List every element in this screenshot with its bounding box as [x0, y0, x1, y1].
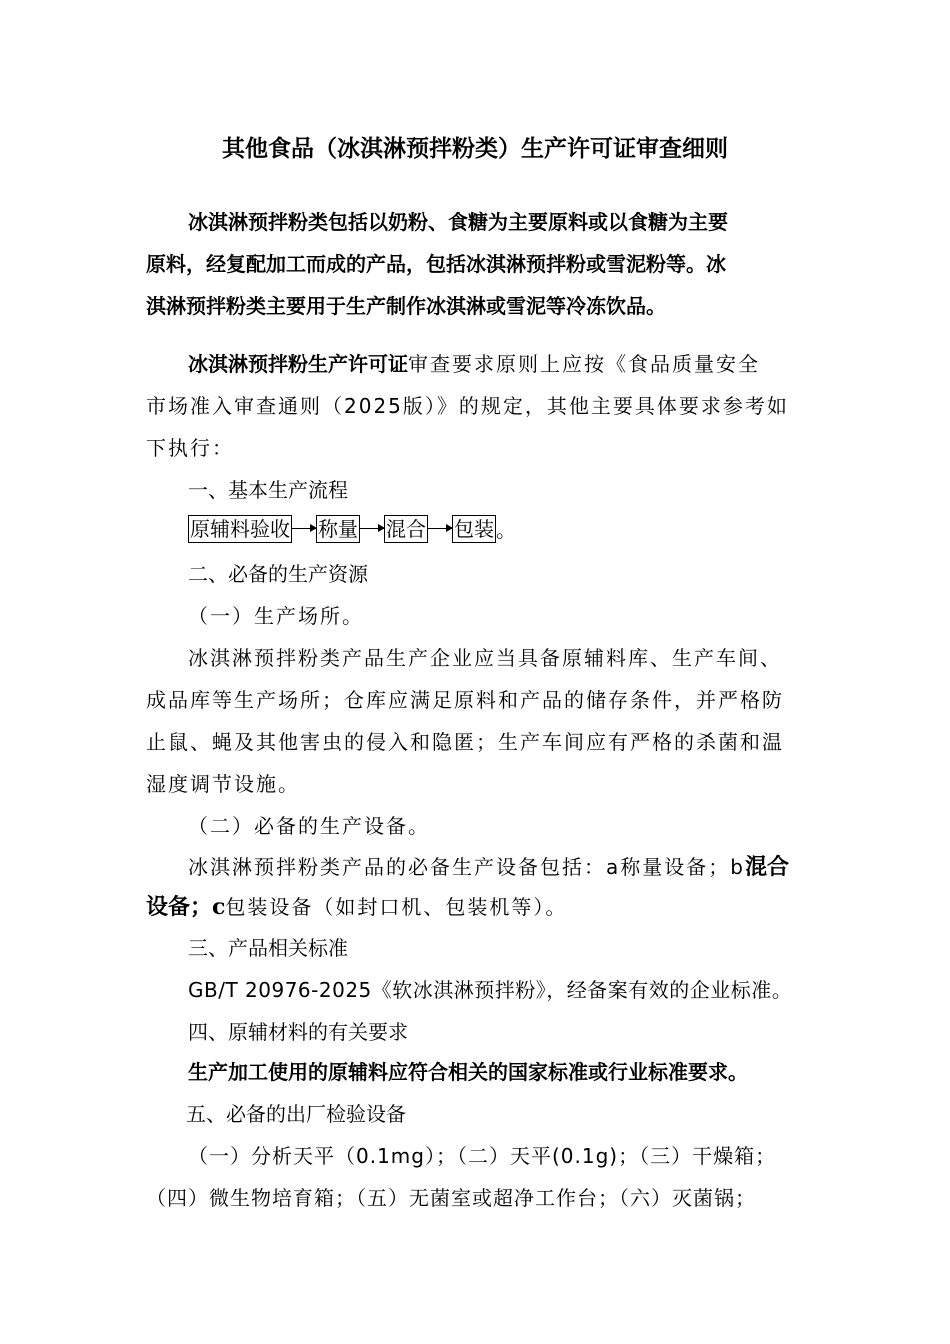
section-4-text: 生产加工使用的原辅料应符合相关的国家标准或行业标准要求。 — [188, 1060, 748, 1084]
arrow-right-icon — [292, 528, 316, 529]
intro-line-2: 原料，经复配加工而成的产品，包括冰淇淋预拌粉或雪泥粉等。冰 — [146, 252, 726, 276]
section-1-heading: 一、基本生产流程 — [188, 478, 348, 502]
s2-p2-line-1 — [188, 850, 789, 881]
s2-p2-line2-a: 设备；c — [146, 894, 226, 920]
section-2-sub-1: （一）生产场所。 — [188, 604, 364, 628]
intro-line-3: 淇淋预拌粉类主要用于生产制作冰淇淋或雪泥等冷冻饮品。 — [146, 294, 666, 318]
flow-step-4: 包装 — [454, 516, 494, 541]
s2-p2-line1-a: 冰淇淋预拌粉类产品的必备生产设备包括：a称量设备；b — [188, 855, 745, 879]
arrow-right-icon — [360, 528, 384, 529]
s2-p2-line2-b: 包装设备（如封口机、包装机等）。 — [225, 895, 568, 919]
intro-line-1: 冰淇淋预拌粉类包括以奶粉、食糖为主要原料或以食糖为主要 — [188, 210, 728, 234]
para2-bold-part: 冰淇淋预拌粉生产许可证 — [188, 352, 408, 376]
para2-line-2: 市场准入审查通则（2025版）》的规定，其他主要具体要求参考如 — [146, 394, 789, 418]
document-title: 其他食品（冰淇淋预拌粉类）生产许可证审查细则 — [222, 136, 728, 162]
section-5-line-2: （四）微生物培育箱；（五）无菌室或超净工作台；（六）灭菌锅； — [146, 1186, 756, 1210]
para2-line-1 — [188, 348, 760, 377]
flow-step-2: 称量 — [318, 516, 358, 541]
para2-line1-rest: 审查要求原则上应按《食品质量安全 — [408, 352, 760, 376]
para2-line-3: 下执行： — [146, 436, 234, 460]
s2-p1-line-3: 止鼠、蝇及其他害虫的侵入和隐匿；生产车间应有严格的杀菌和温 — [146, 730, 784, 754]
process-flow — [188, 514, 516, 543]
s2-p2-line-2 — [146, 890, 567, 921]
s2-p2-line1-b: 混合 — [744, 854, 789, 880]
section-2-sub-2: （二）必备的生产设备。 — [188, 814, 430, 838]
section-3-heading: 三、产品相关标准 — [188, 936, 348, 960]
s2-p1-line-4: 湿度调节设施。 — [146, 772, 300, 796]
section-4-heading: 四、原辅材料的有关要求 — [188, 1020, 408, 1044]
flow-step-3: 混合 — [386, 516, 426, 541]
section-5-line-1: （一）分析天平（0.1mg）；（二）天平(0.1g)；（三）干燥箱； — [188, 1144, 777, 1168]
section-3-text: GB/T 20976-2025《软冰淇淋预拌粉》，经备案有效的企业标准。 — [188, 978, 793, 1002]
section-2-heading: 二、必备的生产资源 — [188, 562, 368, 586]
s2-p1-line-1: 冰淇淋预拌粉类产品生产企业应当具备原辅料库、生产车间、 — [188, 646, 782, 670]
section-5-heading: 五、必备的出厂检验设备 — [186, 1102, 406, 1126]
flow-step-1: 原辅料验收 — [190, 516, 290, 541]
s2-p1-line-2: 成品库等生产场所；仓库应满足原料和产品的储存条件，并严格防 — [146, 688, 784, 712]
arrow-right-icon — [428, 528, 452, 529]
flow-end-mark: 。 — [496, 518, 516, 542]
